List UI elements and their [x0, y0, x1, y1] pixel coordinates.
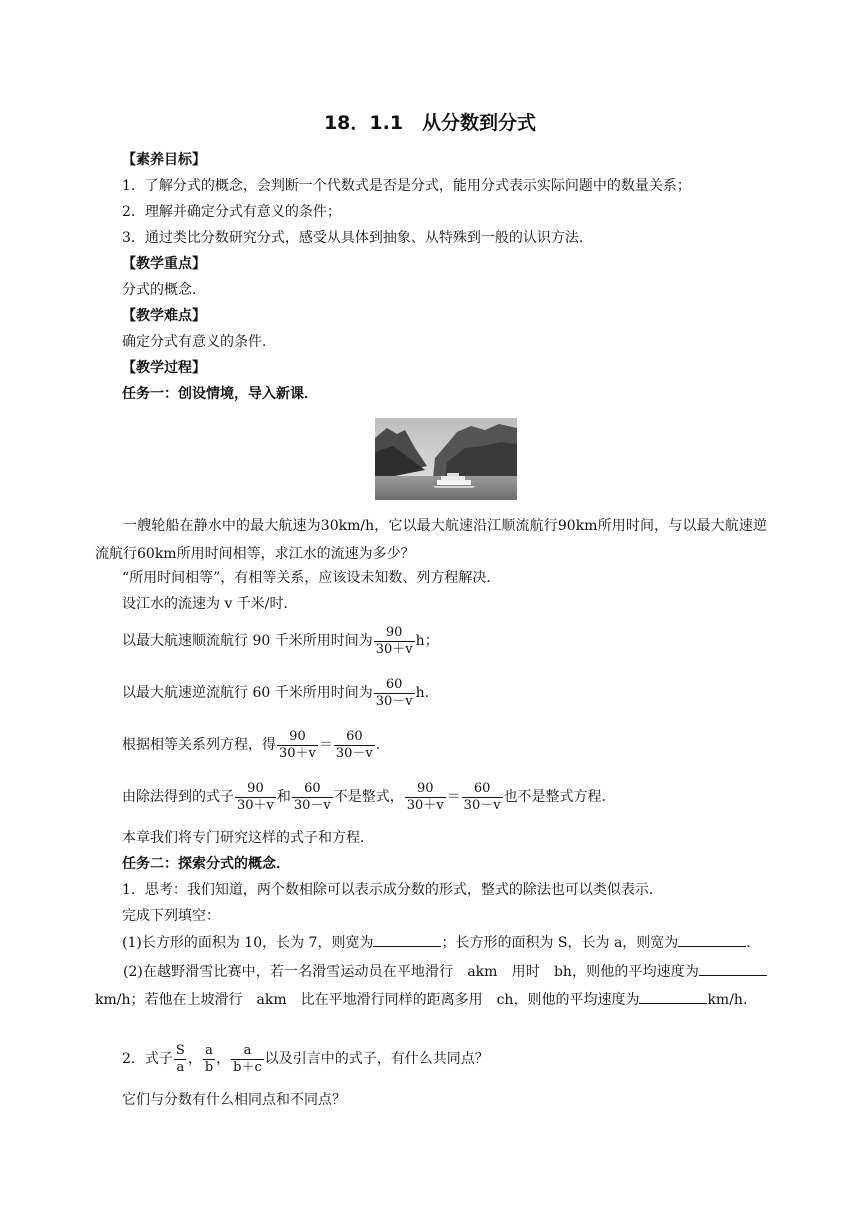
denominator: b: [204, 1059, 214, 1075]
difficulty-text: 确定分式有意义的条件．: [122, 334, 276, 350]
denominator: 30＋v: [237, 797, 274, 813]
key-point-text: 分式的概念．: [122, 282, 206, 298]
comma: ，: [216, 1051, 231, 1067]
denominator: 30＋v: [279, 745, 316, 761]
not-integral-prefix: 由除法得到的式子: [122, 789, 234, 805]
goal-1: 1．了解分式的概念，会判断一个代数式是否是分式，能用分式表示实际问题中的数量关系；: [122, 178, 691, 194]
comma: ，: [187, 1051, 202, 1067]
expressions-prefix: 2．式子: [122, 1051, 173, 1067]
answer-blank[interactable]: [373, 932, 441, 947]
numerator: 90: [385, 624, 403, 640]
fraction-90-over-30-plus-v: [235, 781, 276, 814]
photo-of-cruise-ship-icon: [375, 418, 517, 500]
numerator: 60: [346, 728, 363, 744]
not-integral-middle: 不是整式，: [333, 789, 404, 805]
task-1-heading: 任务一：创设情境，导入新课．: [122, 386, 318, 402]
numerator: 90: [289, 728, 306, 744]
upstream-time-suffix: h.: [415, 685, 430, 701]
and-word: 和: [276, 789, 291, 805]
fill-in-instruction: 完成下列填空：: [122, 908, 220, 924]
denominator: 30－v: [293, 797, 331, 813]
think-text: 1．思考：我们知道，两个数相除可以表示成分数的形式，整式的除法也可以类似表示．: [122, 882, 663, 898]
goals-heading: 【素养目标】: [122, 152, 206, 168]
question-2-part-c: km/h.: [707, 992, 748, 1008]
denominator: 30－v: [463, 797, 501, 813]
answer-blank[interactable]: [678, 932, 746, 947]
question-2: [95, 958, 767, 1014]
question-2-part-b: km/h；若他在上坡滑行 akm 比在平地滑行同样的距离多用 ch，则他的平均速度为: [95, 992, 640, 1008]
equal-relation-text: “所用时间相等”，有相等关系，应该设未知数、列方程解决．: [122, 570, 501, 586]
question-expressions-line: [122, 1042, 489, 1076]
chapter-intro-text: 本章我们将专门研究这样的式子和方程．: [122, 830, 374, 846]
equation-line: [122, 728, 380, 762]
denominator: b＋c: [233, 1059, 262, 1075]
page-title: 18．1.1 从分数到分式: [323, 112, 537, 134]
equation-prefix: 根据相等关系列方程，得: [122, 737, 276, 753]
numerator: 90: [247, 780, 264, 796]
let-variable-text: 设江水的流速为 v 千米/时．: [122, 596, 298, 612]
upstream-time-prefix: 以最大航速逆流航行 60 千米所用时间为: [122, 685, 373, 701]
difficulty-heading: 【教学难点】: [122, 308, 206, 324]
fraction-90-over-30-plus-v: [277, 729, 318, 762]
goal-2: 2．理解并确定分式有意义的条件；: [122, 204, 341, 220]
goal-3: 3．通过类比分数研究分式，感受从具体到抽象、从特殊到一般的认识方法．: [122, 230, 593, 246]
denominator: 30＋v: [375, 641, 413, 657]
river-ship-photo: [375, 418, 517, 500]
answer-blank[interactable]: [699, 961, 767, 976]
denominator: 30－v: [335, 745, 373, 761]
fraction-a-over-b: [203, 1043, 215, 1076]
question-1-part-c: .: [746, 935, 751, 951]
numerator: a: [243, 1042, 252, 1058]
task-2-heading: 任务二：探索分式的概念．: [122, 856, 290, 872]
equation-suffix: .: [375, 737, 381, 753]
fraction-a-over-b-plus-c: [231, 1043, 264, 1076]
question-1-part-a: (1)长方形的面积为 10，长为 7，则宽为: [122, 935, 374, 951]
not-integral-suffix: 也不是整式方程．: [503, 789, 616, 805]
downstream-time-suffix: h；: [415, 633, 439, 649]
problem-paragraph: 一艘轮船在静水中的最大航速为30km/h，它以最大航速沿江顺流航行90km所用时间，与以最大航速逆流航行60km所用时间相等，求江水的流速为多少？: [95, 518, 767, 562]
expressions-suffix: 以及引言中的式子，有什么共同点？: [264, 1051, 489, 1067]
question-1-part-b: ；长方形的面积为 S，长为 a，则宽为: [441, 935, 679, 951]
numerator: 60: [304, 780, 321, 796]
process-heading: 【教学过程】: [122, 360, 206, 376]
fraction-90-over-30-plus-v: [374, 625, 415, 658]
fraction-60-over-30-minus-v: [292, 781, 333, 814]
denominator: 30－v: [375, 693, 413, 709]
answer-blank[interactable]: [639, 989, 707, 1004]
numerator: 60: [473, 780, 491, 796]
numerator: a: [205, 1042, 213, 1058]
question-2-part-a: (2)在越野滑雪比赛中，若一名滑雪运动员在平地滑行 akm 用时 bh，则他的平均速度为: [123, 964, 699, 980]
fraction-60-over-30-minus-v: [462, 781, 503, 814]
equals-sign: ＝: [446, 789, 461, 805]
fraction-60-over-30-minus-v: [374, 677, 415, 710]
numerator: 90: [416, 780, 434, 796]
upstream-time-line: [122, 676, 429, 710]
key-point-heading: 【教学重点】: [122, 256, 206, 272]
numerator: S: [175, 1042, 185, 1058]
downstream-time-prefix: 以最大航速顺流航行 90 千米所用时间为: [122, 633, 373, 649]
compare-question: 它们与分数有什么相同点和不同点？: [122, 1092, 346, 1108]
fraction-60-over-30-minus-v: [334, 729, 375, 762]
fraction-S-over-a: [174, 1043, 187, 1076]
denominator: 30＋v: [406, 797, 444, 813]
downstream-time-line: [122, 624, 439, 658]
equals-sign: ＝: [318, 737, 333, 753]
question-1: [122, 932, 751, 953]
fraction-90-over-30-plus-v: [405, 781, 446, 814]
denominator: a: [176, 1059, 185, 1075]
numerator: 60: [385, 676, 403, 692]
not-integral-line: [122, 780, 616, 814]
